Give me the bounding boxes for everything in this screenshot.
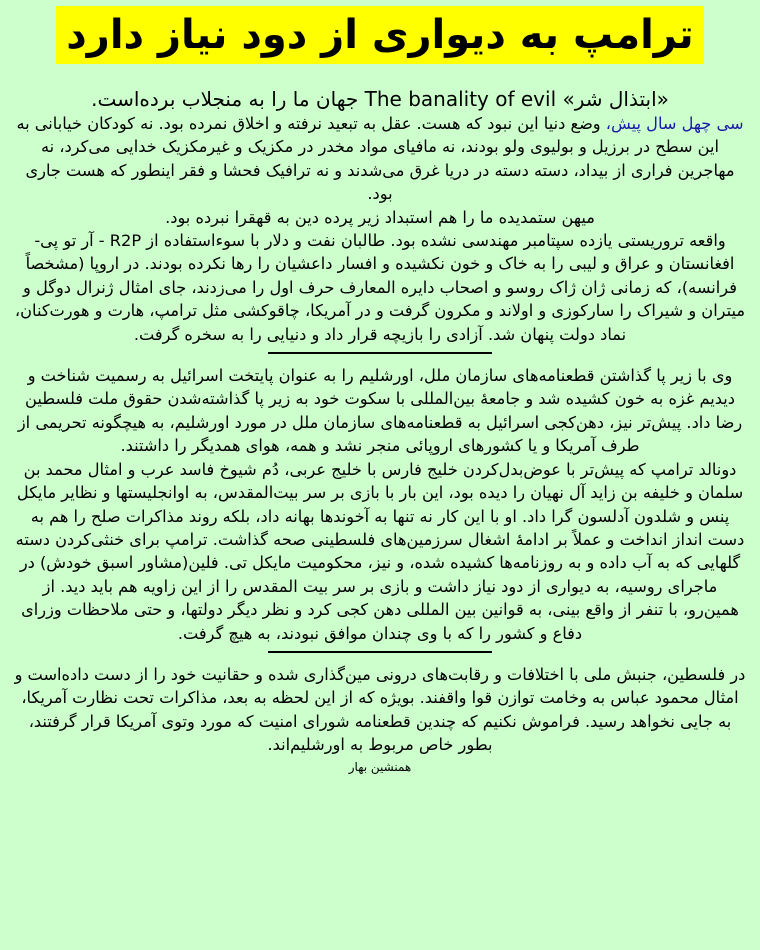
- divider-1: [268, 352, 492, 354]
- article-title: ترامپ به دیواری از دود نیاز دارد: [56, 6, 703, 64]
- highlight-phrase: سی چهل سال پیش،: [605, 114, 744, 133]
- lead-line: [14, 86, 746, 112]
- section-3: [14, 663, 746, 757]
- lead-english-phrase: The banality of evil: [364, 87, 557, 111]
- section-1: [14, 86, 746, 346]
- divider-2: [268, 651, 492, 653]
- paragraph-1-text: وضع دنیا این نبود که هست. عقل به تبعید نرفته و اخلاق نمرده بود. نه کودکان خیابانی به این سطح در برزیل و بولیوی ولو بودند، نه مافیای مواد مخدر در مکزیک و غیرمکزیک خدایی می‌کرد، نه مهاجرین فراری از بیداد، دسته دسته در دریا غرق می‌شدند و نه ترافیک فحشا و فقر اینطور که هست جاری بود.: [16, 114, 735, 204]
- signature: همنشین بهار: [348, 759, 412, 774]
- lead-rest: جهان ما را به منجلاب برده‌است.: [91, 87, 365, 111]
- section-2: [14, 364, 746, 645]
- paragraph-5: دونالد ترامپ که پیش‌تر با عوض‌بدل‌کردن خلیج فارس با خلیج عربی، دُم شیوخ فاسد عرب و امثال محمد بن سلمان و خلیفه بن زاید آل نهیان را دیده بود، این بار با بازی بر سر بیت‌المقدس، به اوانجلیستها و نظایر مایکل پنس و شلدون آدلسون گرا داد. او با این کار نه تنها به آخوندها بهانه داد، بلکه روند مذاکرات صلح را هم به دست انداز انداخت و عملاً بر ادامهٔ اشغال سرزمین‌های فلسطینی صحه گذاشت. ترامپ برای خنثی‌کردن دسته گلهایی که به آب داده و به روزنامه‌ها کشیده شده، و نیز، محکومیت مایکل تی. فلین(مشاور اسبق خودش) در ماجرای روسیه، به دیواری از دود نیاز داشت و بازی بر سر بیت المقدس را از این زاویه هم باید دید. از همین‌رو، با تنفر از واقع بینی، به قوانین بین المللی دهن کجی کرد و نظر دیگر دولتها، و حتی ملاحظات وزرای دفاع و کشور را که با وی چندان موافق نبودند، به هیچ گرفت.: [15, 459, 745, 643]
- paragraph-6: در فلسطین، جنبش ملی با اختلافات و رقابت‌های درونی مین‌گذاری شده و حقانیت خود را از دست داده‌است و امثال محمود عباس به وخامت توازن قوا واقفند. بویژه که از این لحظه به بعد، مذاکرات تحت نظارت آمریکا، به جایی نخواهد رسید. فراموش نکنیم که چندین قطعنامه شورای امنیت که مورد وتوی آمریکا قرار گرفتند، بطور خاص مربوط به اورشلیم‌اند.: [14, 664, 746, 755]
- paragraph-4: وی با زیر پا گذاشتن قطعنامه‌های سازمان ملل، اورشلیم را به عنوان پایتخت اسرائیل به رسمیت شناخت و دیدیم غزه به خون کشیده شد و جامعهٔ بین‌المللی با سکوت خود به زیر پا گذاشته‌شدن حقوق ملت فلسطین رضا داد. پیش‌تر نیز، دهن‌کجی اسرائیل به قطعنامه‌های سازمان ملل در مورد اورشلیم، به هیچگونه تحریمی از طرف آمریکا و یا کشورهای اروپائی منجر نشد و همه، هوای همدیگر را داشتند.: [17, 366, 743, 456]
- title-wrap: [14, 6, 746, 64]
- paragraph-2: میهن ستمدیده ما را هم استبداد زیر پرده دین به قهقرا نبرده بود.: [165, 207, 595, 227]
- lead-quote: «ابتذال شر»: [556, 87, 669, 111]
- paragraph-3: واقعه تروریستی یازده سپتامبر مهندسی نشده بود. طالبان نفت و دلار با سوءاستفاده از R2P - آر تو پی- افغانستان و عراق و لیبی را به خاک و خون نکشیده و افسار داعشیان را رها نکرده بودند. در اروپا (مشخصاً فرانسه)، که زمانی ژان ژاک روسو و اصحاب دایره المعارف حرف اول را می‌زدند، جای امثال ژنرال دوگل و میتران و شیراک را سارکوزی و اولاند و مکرون گرفت و در آمریکا، چاقوکشی مثل ترامپ، هارت و هورت‌کنان، نماد دولت پنهان شد. آزادی را بازیچه قرار داد و دنیایی را به سخره گرفت.: [14, 231, 746, 344]
- paragraph-1: [14, 112, 746, 206]
